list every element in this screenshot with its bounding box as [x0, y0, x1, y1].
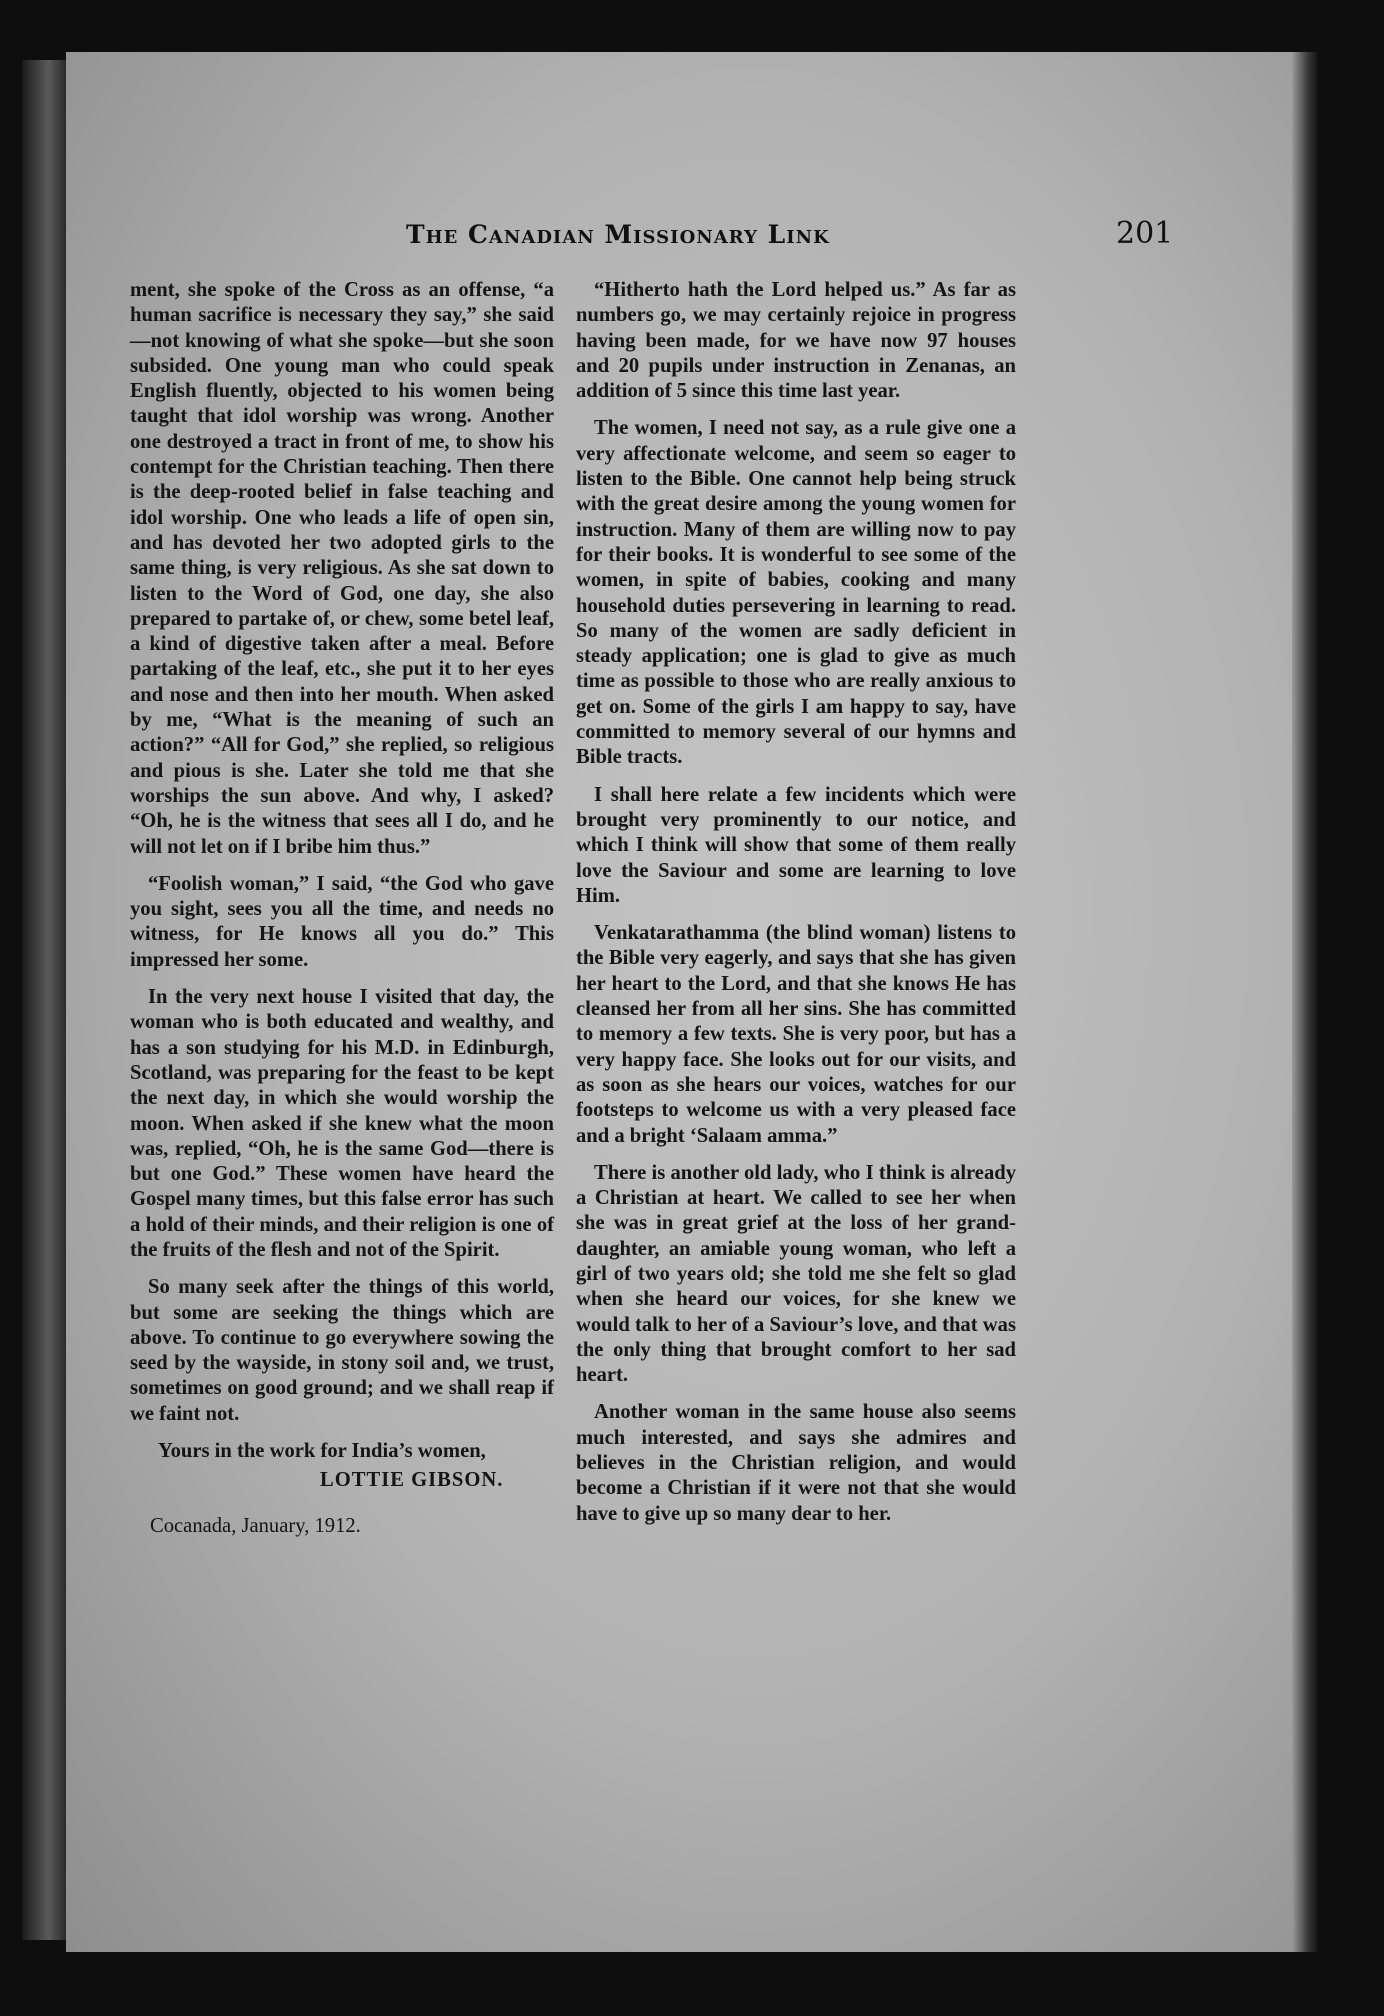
left-column [130, 278, 554, 1539]
paragraph: In the very next house I visited that day, the woman who is both educated and wealthy, and has a son studying for his M.D. in Edinburgh, Scotland, was preparing for the feast to be kept the next day, in which she would worship the moon. When asked if she knew what the moon was, replied, “Oh, he is the same God—there is but one God.” These women have heard the Gospel many times, but this false error has such a hold of their minds, and their religion is one of the fruits of the flesh and not of the Spirit. [130, 986, 554, 1261]
paragraph: “Hitherto hath the Lord helped us.” As far as numbers go, we may certainly rejoice in progress having been made, for we have now 97 houses and 20 pupils under instruction in Zenanas, an addition of 5 since this time last year. [576, 279, 1016, 403]
book-binding [22, 60, 66, 1940]
paragraph: There is another old lady, who I think is already a Christian at heart. We called to see her when she was in great grief at the loss of her grand-daughter, an amiable young woman, who left a girl of two years old; she told me she felt so glad when she heard our voices, for she knew we would talk to her of a Saviour’s love, and that was the only thing that brought comfort to her sad heart. [576, 1161, 1016, 1387]
paragraph: Venkatarathamma (the blind woman) listens to the Bible very eagerly, and says that she has given her heart to the Lord, and that she knows He has cleansed her from all her sins. She has committed to memory a few texts. She is very poor, but has a very happy face. She looks out for our visits, and as soon as she hears our voices, watches for our footsteps to welcome us with a very pleased face and a bright ‘Salaam amma.” [576, 922, 1016, 1147]
paragraph: So many seek after the things of this world, but some are seeking the things which are above. To continue to go everywhere sowing the seed by the wayside, in stony soil and, we trust, sometimes on good ground; and we shall reap if we faint not. [130, 1276, 554, 1425]
letter-signature: LOTTIE GIBSON. [320, 1469, 504, 1492]
paragraph: Another woman in the same house also seems much interested, and says she admires and believes in the Christian religion, and would become a Christian if it were not that she would have to give up so many dear to her. [576, 1401, 1016, 1525]
running-title: The Canadian Missionary Link [406, 220, 830, 249]
paragraph: “Foolish woman,” I said, “the God who gave you sight, sees you all the time, and needs no witness, for He knows all you do.” This impressed her some. [130, 872, 554, 971]
page-header [66, 216, 1318, 270]
paragraph: I shall here relate a few incidents which were brought very prominently to our notice, and which I think will show that some of them really love the Saviour and some are learning to love Him. [576, 783, 1016, 907]
paragraph: The women, I need not say, as a rule give one a very affectionate welcome, and seem so eager to listen to the Bible. One cannot help being struck with the great desire among the young women for instruction. Many of them are willing now to pay for their books. It is wonderful to see some of the women, in spite of babies, cooking and many household duties persevering in learning to read. So many of the women are sadly deficient in steady application; one is glad to give as much time as possible to those who are really anxious to get on. Some of the girls I am happy to say, have committed to memory several of our hymns and Bible tracts. [576, 417, 1016, 769]
book-page [66, 52, 1318, 1952]
paragraph: ment, she spoke of the Cross as an offense, “a human sacrifice is necessary they say,” she said—not knowing of what she spoke—but she soon subsided. One young man who could speak English fluently, objected to his women being taught that idol worship was wrong. Another one destroyed a tract in front of me, to show his contempt for the Christian teaching. Then there is the deep-rooted belief in false teaching and idol worship. One who leads a life of open sin, and has devoted her two adopted girls to the same thing, is very religious. As she sat down to listen to the Word of God, one day, she also prepared to partake of, or chew, some betel leaf, a kind of digestive taken after a meal. Before partaking of the leaf, etc., she put it to her eyes and nose and then into her mouth. When asked by me, “What is the meaning of such an action?” “All for God,” she replied, so religious and pious is she. Later she told me that she worships the sun above. And why, I asked? “Oh, he is the witness that sees all I do, and he will not let on if I bribe him thus.” [130, 279, 554, 858]
page-number: 201 [1116, 216, 1174, 251]
page-edge-shadow [1292, 52, 1318, 1952]
right-column [576, 278, 1016, 1539]
letter-dateline: Cocanada, January, 1912. [150, 1514, 361, 1537]
letter-signoff: Yours in the work for India’s women, [158, 1440, 486, 1463]
